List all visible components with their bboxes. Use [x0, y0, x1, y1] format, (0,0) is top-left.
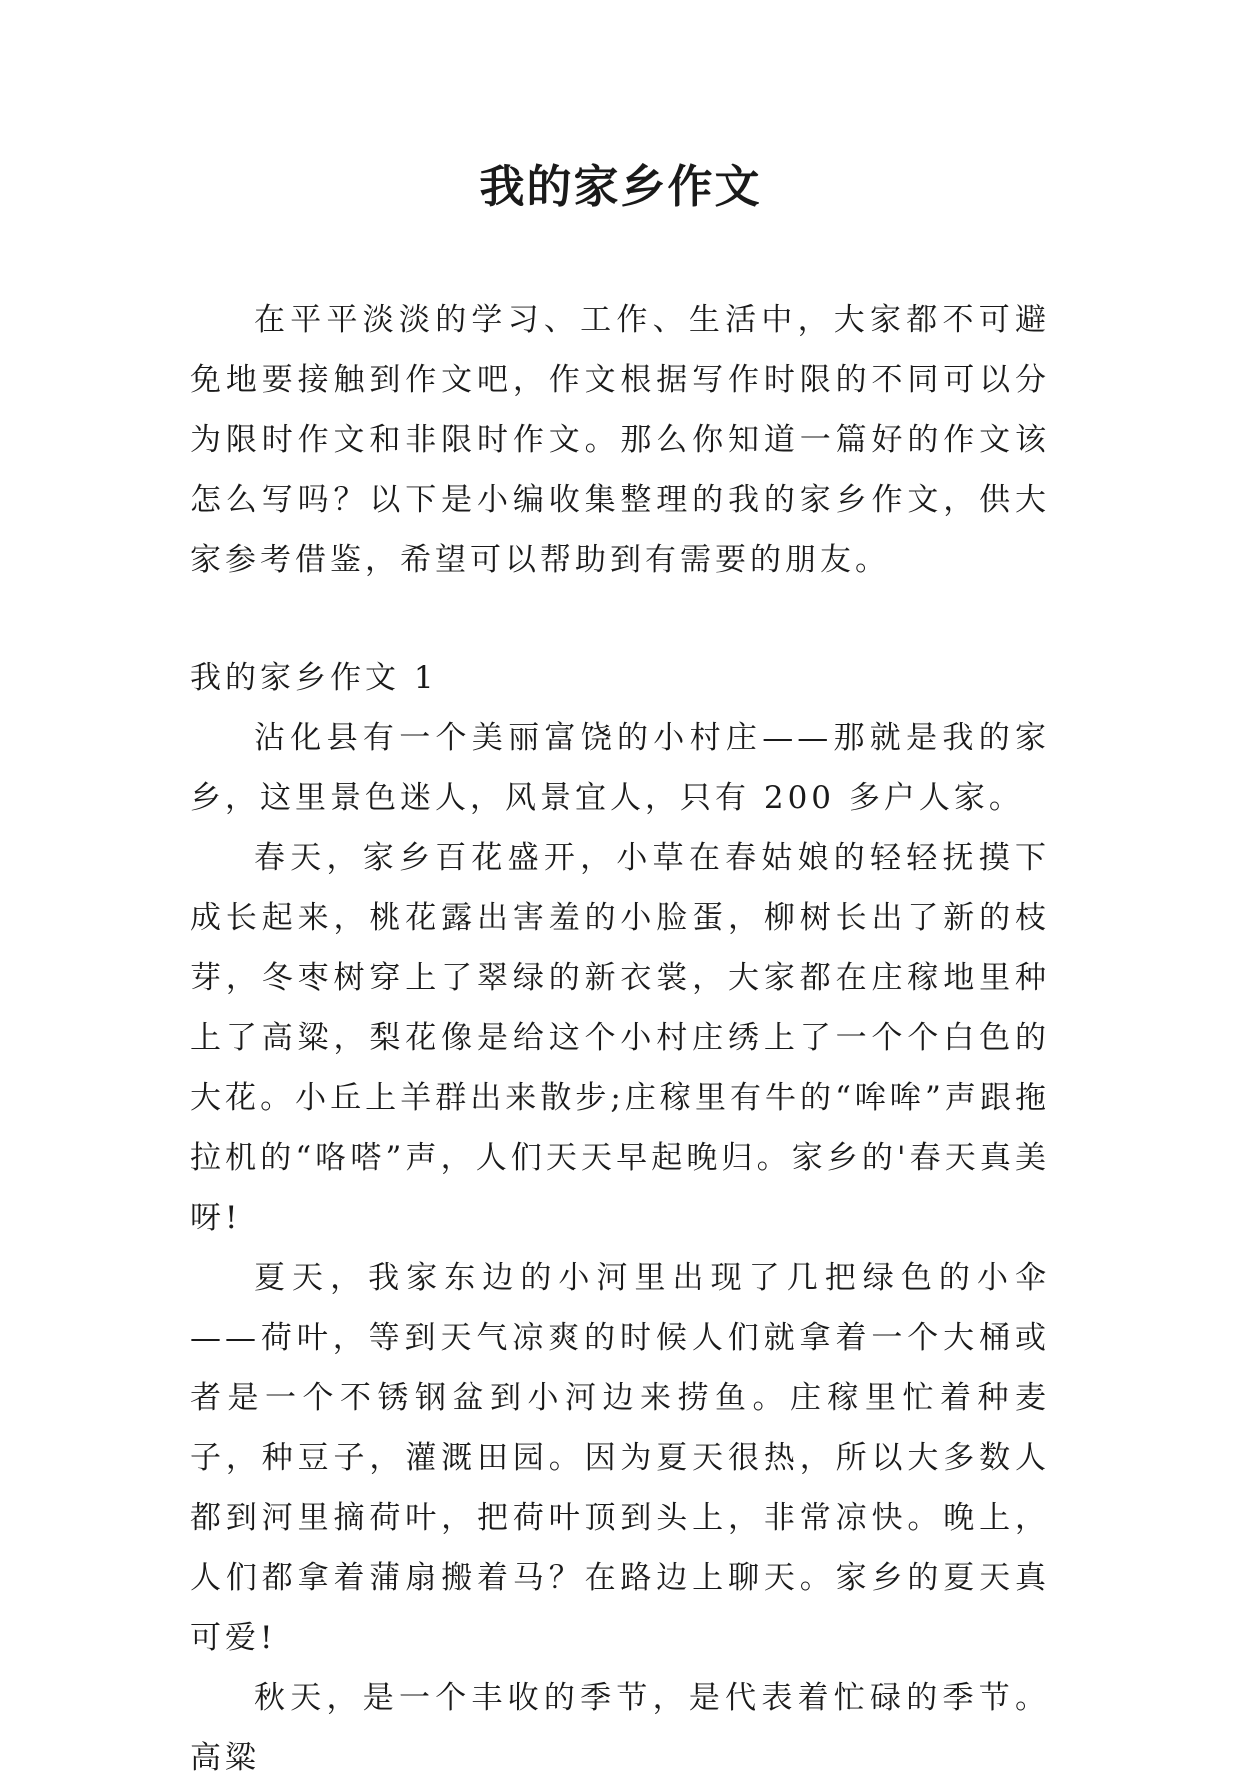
body-paragraph: 秋天，是一个丰收的季节，是代表着忙碌的季节。高粱 [190, 1680, 1050, 1776]
document-title: 我的家乡作文 [479, 160, 762, 213]
body-paragraph: 夏天，我家东边的小河里出现了几把绿色的小伞——荷叶，等到天气凉爽的时候人们就拿着一个大桶或者是一个不锈钢盆到小河边来捞鱼。庄稼里忙着种麦子，种豆子，灌溉田园。因为夏天很热，所以大多数人都到河里摘荷叶，把荷叶顶到头上，非常凉快。晚上，人们都拿着蒲扇搬着马？在路边上聊天。家乡的夏天真可爱! [190, 1260, 1050, 1656]
document-body [190, 290, 1050, 1788]
intro-paragraph: 在平平淡淡的学习、工作、生活中，大家都不可避免地要接触到作文吧，作文根据写作时限的不同可以分为限时作文和非限时作文。那么你知道一篇好的作文该怎么写吗？以下是小编收集整理的我的家乡作文，供大家参考借鉴，希望可以帮助到有需要的朋友。 [190, 302, 1050, 578]
body-paragraph: 沾化县有一个美丽富饶的小村庄——那就是我的家乡，这里景色迷人，风景宜人，只有 200 多户人家。 [190, 720, 1050, 816]
section-heading: 我的家乡作文 1 [190, 660, 438, 696]
body-paragraph: 春天，家乡百花盛开，小草在春姑娘的轻轻抚摸下成长起来，桃花露出害羞的小脸蛋，柳树长出了新的枝芽，冬枣树穿上了翠绿的新衣裳，大家都在庄稼地里种上了高粱，梨花像是给这个小村庄绣上了一个个白色的大花。小丘上羊群出来散步;庄稼里有牛的“哞哞”声跟拖拉机的“咯嗒”声，人们天天早起晚归。家乡的'春天真美呀! [190, 840, 1050, 1236]
